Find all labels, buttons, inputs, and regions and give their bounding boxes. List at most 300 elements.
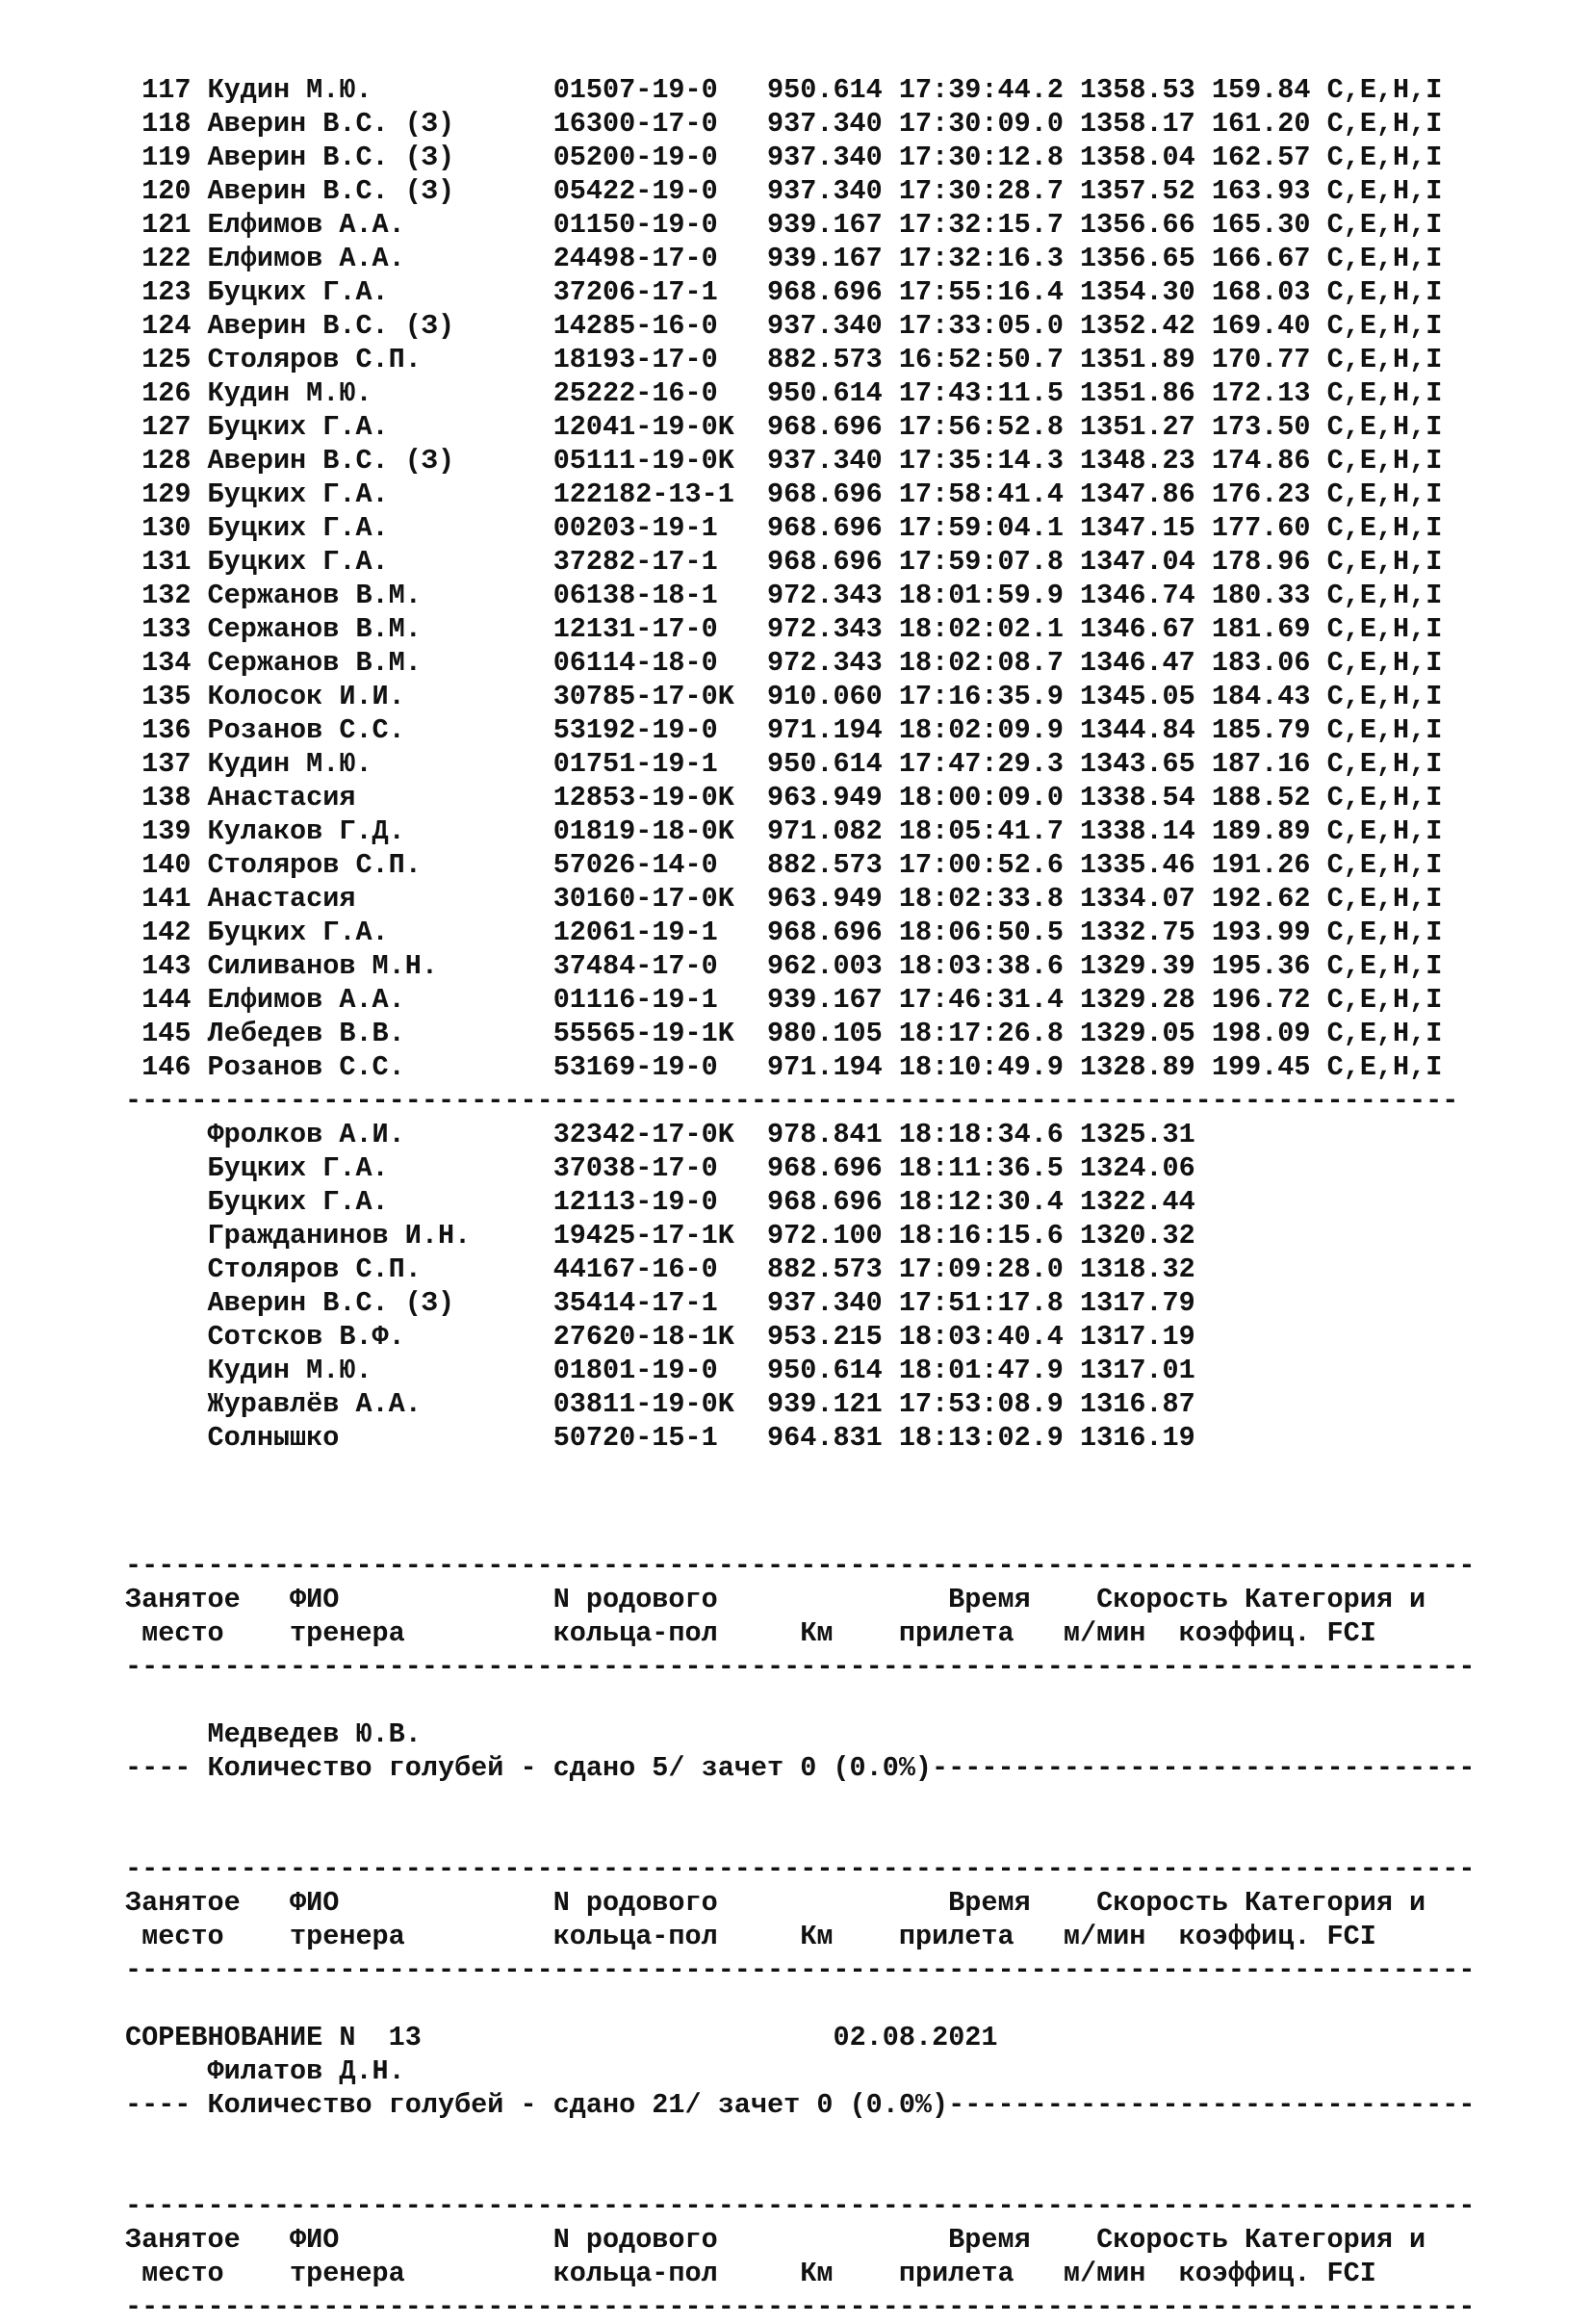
speed-cell: 1351.86 bbox=[1080, 377, 1195, 409]
header-time: прилета bbox=[898, 1617, 1064, 1649]
time-cell: 17:32:16.3 bbox=[898, 243, 1064, 274]
table-row bbox=[125, 613, 1442, 645]
header-trainer: ФИО bbox=[290, 1887, 553, 1919]
trainer-cell: Буцких Г.А. bbox=[207, 1186, 553, 1218]
place-cell: 117 bbox=[141, 74, 192, 106]
header-speed: м/мин bbox=[1063, 2258, 1179, 2289]
speed-cell: 1324.06 bbox=[1080, 1152, 1195, 1184]
category-cell: C,E,H,I bbox=[1326, 74, 1443, 106]
trainer-cell: Лебедев В.В. bbox=[207, 1018, 553, 1049]
speed-cell: 1332.75 bbox=[1080, 917, 1195, 948]
category-cell: C,E,H,I bbox=[1326, 344, 1443, 375]
category-cell: C,E,H,I bbox=[1326, 310, 1443, 342]
trainer-cell: Кудин М.Ю. bbox=[207, 748, 553, 780]
header-trainer: тренера bbox=[290, 1617, 553, 1649]
time-cell: 17:53:08.9 bbox=[898, 1388, 1064, 1420]
place-cell: 130 bbox=[141, 512, 192, 544]
table-row bbox=[125, 108, 1442, 140]
place-cell: 131 bbox=[141, 546, 192, 578]
divider: ---------------------------------------------------------------------------------- bbox=[125, 1651, 1476, 1683]
table-row bbox=[125, 243, 1442, 274]
coef-cell: 172.13 bbox=[1211, 377, 1311, 409]
place-cell: 127 bbox=[141, 411, 192, 443]
ring-cell: 55565-19-1K bbox=[552, 1018, 768, 1049]
time-cell: 17:00:52.6 bbox=[898, 849, 1064, 881]
header-place: Занятое bbox=[125, 2224, 291, 2256]
trainer-cell: Аверин В.С. (З) bbox=[207, 175, 553, 207]
header-km: Км bbox=[800, 1921, 899, 1952]
category-cell: C,E,H,I bbox=[1326, 512, 1443, 544]
coef-cell: 170.77 bbox=[1211, 344, 1311, 375]
ring-cell: 53192-19-0 bbox=[552, 714, 768, 746]
header-trainer: ФИО bbox=[290, 1584, 553, 1615]
table-row bbox=[125, 1287, 1195, 1319]
trainer-cell: Сержанов В.М. bbox=[207, 647, 553, 679]
table-row bbox=[125, 1388, 1195, 1420]
coef-cell: 193.99 bbox=[1211, 917, 1311, 948]
km-cell: 937.340 bbox=[767, 445, 883, 477]
speed-cell: 1335.46 bbox=[1080, 849, 1195, 881]
trainer-cell: Аверин В.С. (З) bbox=[207, 445, 553, 477]
speed-cell: 1316.87 bbox=[1080, 1388, 1195, 1420]
coef-cell: 176.23 bbox=[1211, 478, 1311, 510]
category-cell: C,E,H,I bbox=[1326, 546, 1443, 578]
ring-cell: 57026-14-0 bbox=[552, 849, 768, 881]
speed-cell: 1347.15 bbox=[1080, 512, 1195, 544]
speed-cell: 1347.86 bbox=[1080, 478, 1195, 510]
coef-cell: 166.67 bbox=[1211, 243, 1311, 274]
category-cell: C,E,H,I bbox=[1326, 377, 1443, 409]
header-category: коэффиц. FCI bbox=[1178, 2258, 1376, 2289]
trainer-name: Медведев Ю.В. bbox=[207, 1718, 422, 1750]
divider: ---------------------------------------------------------------------------------- bbox=[125, 2190, 1476, 2222]
speed-cell: 1338.54 bbox=[1080, 782, 1195, 813]
coef-cell: 189.89 bbox=[1211, 815, 1311, 847]
km-cell: 950.614 bbox=[767, 1355, 883, 1386]
speed-cell: 1354.30 bbox=[1080, 276, 1195, 308]
place-cell: 126 bbox=[141, 377, 192, 409]
trainer-cell: Солнышко bbox=[207, 1422, 553, 1454]
speed-cell: 1317.79 bbox=[1080, 1287, 1195, 1319]
time-cell: 18:11:36.5 bbox=[898, 1152, 1064, 1184]
trainer-cell: Буцких Г.А. bbox=[207, 512, 553, 544]
table-header bbox=[125, 1887, 1425, 1919]
place-cell: 132 bbox=[141, 580, 192, 611]
km-cell: 963.949 bbox=[767, 883, 883, 915]
ring-cell: 16300-17-0 bbox=[552, 108, 768, 140]
table-row bbox=[125, 175, 1442, 207]
km-cell: 950.614 bbox=[767, 74, 883, 106]
ring-cell: 19425-17-1K bbox=[552, 1220, 768, 1252]
ring-cell: 18193-17-0 bbox=[552, 344, 768, 375]
table-row bbox=[125, 1253, 1195, 1285]
trainer-cell: Сержанов В.М. bbox=[207, 580, 553, 611]
km-cell: 971.194 bbox=[767, 1051, 883, 1083]
ring-cell: 27620-18-1K bbox=[552, 1321, 768, 1353]
trainer-cell: Кудин М.Ю. bbox=[207, 1355, 553, 1386]
coef-cell: 192.62 bbox=[1211, 883, 1311, 915]
ring-cell: 05200-19-0 bbox=[552, 142, 768, 173]
time-cell: 18:10:49.9 bbox=[898, 1051, 1064, 1083]
speed-cell: 1356.66 bbox=[1080, 209, 1195, 241]
km-cell: 939.121 bbox=[767, 1388, 883, 1420]
coef-cell: 169.40 bbox=[1211, 310, 1311, 342]
ring-cell: 24498-17-0 bbox=[552, 243, 768, 274]
coef-cell: 195.36 bbox=[1211, 950, 1311, 982]
km-cell: 953.215 bbox=[767, 1321, 883, 1353]
coef-cell: 191.26 bbox=[1211, 849, 1311, 881]
trainer-cell: Розанов С.С. bbox=[207, 1051, 553, 1083]
table-row bbox=[125, 1018, 1442, 1049]
header-place: Занятое bbox=[125, 1584, 291, 1615]
time-cell: 17:35:14.3 bbox=[898, 445, 1064, 477]
km-cell: 937.340 bbox=[767, 175, 883, 207]
category-cell: C,E,H,I bbox=[1326, 815, 1443, 847]
coef-cell: 188.52 bbox=[1211, 782, 1311, 813]
speed-cell: 1338.14 bbox=[1080, 815, 1195, 847]
ring-cell: 01116-19-1 bbox=[552, 984, 768, 1016]
table-header bbox=[125, 1921, 1376, 1952]
coef-cell: 177.60 bbox=[1211, 512, 1311, 544]
category-cell: C,E,H,I bbox=[1326, 917, 1443, 948]
speed-cell: 1320.32 bbox=[1080, 1220, 1195, 1252]
coef-cell: 185.79 bbox=[1211, 714, 1311, 746]
time-cell: 18:03:38.6 bbox=[898, 950, 1064, 982]
summary-line: ---- Количество голубей - сдано 5/ зачет 0 (0.0%)--------------------------------- bbox=[125, 1752, 1476, 1784]
header-place: Занятое bbox=[125, 1887, 291, 1919]
coef-cell: 173.50 bbox=[1211, 411, 1311, 443]
speed-cell: 1352.42 bbox=[1080, 310, 1195, 342]
place-cell: 139 bbox=[141, 815, 192, 847]
trainer-cell: Розанов С.С. bbox=[207, 714, 553, 746]
table-row bbox=[125, 512, 1442, 544]
ring-cell: 12061-19-1 bbox=[552, 917, 768, 948]
header-ring: N родового bbox=[552, 1887, 949, 1919]
table-row bbox=[125, 1119, 1195, 1150]
place-cell: 138 bbox=[141, 782, 192, 813]
km-cell: 972.343 bbox=[767, 613, 883, 645]
table-row bbox=[125, 782, 1442, 813]
time-cell: 18:17:26.8 bbox=[898, 1018, 1064, 1049]
header-ring: кольца-пол bbox=[552, 2258, 801, 2289]
ring-cell: 03811-19-0K bbox=[552, 1388, 768, 1420]
table-row bbox=[125, 883, 1442, 915]
time-cell: 18:16:15.6 bbox=[898, 1220, 1064, 1252]
trainer-cell: Столяров С.П. bbox=[207, 849, 553, 881]
trainer-cell: Столяров С.П. bbox=[207, 1253, 553, 1285]
ring-cell: 32342-17-0K bbox=[552, 1119, 768, 1150]
speed-cell: 1329.28 bbox=[1080, 984, 1195, 1016]
trainer-cell: Анастасия bbox=[207, 883, 553, 915]
category-cell: C,E,H,I bbox=[1326, 714, 1443, 746]
trainer-line bbox=[125, 2055, 405, 2087]
time-cell: 18:01:47.9 bbox=[898, 1355, 1064, 1386]
coef-cell: 181.69 bbox=[1211, 613, 1311, 645]
category-cell: C,E,H,I bbox=[1326, 108, 1443, 140]
pigeon-count: Количество голубей - сдано 5/ зачет 0 (0.0%) bbox=[207, 1752, 933, 1784]
km-cell: 968.696 bbox=[767, 512, 883, 544]
header-time: прилета bbox=[898, 2258, 1064, 2289]
ring-cell: 01507-19-0 bbox=[552, 74, 768, 106]
trainer-cell: Кудин М.Ю. bbox=[207, 377, 553, 409]
place-cell: 142 bbox=[141, 917, 192, 948]
category-cell: C,E,H,I bbox=[1326, 1018, 1443, 1049]
category-cell: C,E,H,I bbox=[1326, 209, 1443, 241]
speed-cell: 1325.31 bbox=[1080, 1119, 1195, 1150]
header-place: место bbox=[125, 1617, 291, 1649]
km-cell: 937.340 bbox=[767, 1287, 883, 1319]
time-cell: 17:30:12.8 bbox=[898, 142, 1064, 173]
competition-number: 13 bbox=[388, 2022, 422, 2053]
trainer-cell: Буцких Г.А. bbox=[207, 411, 553, 443]
header-km: Км bbox=[800, 1617, 899, 1649]
trainer-cell: Журавлёв А.А. bbox=[207, 1388, 553, 1420]
coef-cell: 165.30 bbox=[1211, 209, 1311, 241]
time-cell: 18:06:50.5 bbox=[898, 917, 1064, 948]
category-cell: C,E,H,I bbox=[1326, 243, 1443, 274]
category-cell: C,E,H,I bbox=[1326, 647, 1443, 679]
km-cell: 950.614 bbox=[767, 377, 883, 409]
header-speed: м/мин bbox=[1063, 1617, 1179, 1649]
speed-cell: 1348.23 bbox=[1080, 445, 1195, 477]
time-cell: 18:02:33.8 bbox=[898, 883, 1064, 915]
time-cell: 17:59:07.8 bbox=[898, 546, 1064, 578]
km-cell: 950.614 bbox=[767, 748, 883, 780]
trainer-cell: Елфимов А.А. bbox=[207, 984, 553, 1016]
table-row bbox=[125, 276, 1442, 308]
trainer-cell: Столяров С.П. bbox=[207, 344, 553, 375]
time-cell: 17:43:11.5 bbox=[898, 377, 1064, 409]
place-cell: 122 bbox=[141, 243, 192, 274]
category-cell: C,E,H,I bbox=[1326, 681, 1443, 712]
table-row bbox=[125, 344, 1442, 375]
table-row bbox=[125, 142, 1442, 173]
divider: ---------------------------------------------------------------------------------- bbox=[125, 1550, 1476, 1582]
km-cell: 972.100 bbox=[767, 1220, 883, 1252]
table-row bbox=[125, 478, 1442, 510]
time-cell: 17:55:16.4 bbox=[898, 276, 1064, 308]
category-cell: C,E,H,I bbox=[1326, 478, 1443, 510]
ring-cell: 44167-16-0 bbox=[552, 1253, 768, 1285]
table-header bbox=[125, 2258, 1376, 2289]
table-row bbox=[125, 580, 1442, 611]
time-cell: 18:13:02.9 bbox=[898, 1422, 1064, 1454]
time-cell: 18:05:41.7 bbox=[898, 815, 1064, 847]
time-cell: 18:02:08.7 bbox=[898, 647, 1064, 679]
speed-cell: 1347.04 bbox=[1080, 546, 1195, 578]
trainer-cell: Силиванов М.Н. bbox=[207, 950, 553, 982]
table-row bbox=[125, 984, 1442, 1016]
time-cell: 18:01:59.9 bbox=[898, 580, 1064, 611]
header-category: Категория и bbox=[1245, 2224, 1426, 2256]
coef-cell: 163.93 bbox=[1211, 175, 1311, 207]
table-row bbox=[125, 310, 1442, 342]
time-cell: 17:39:44.2 bbox=[898, 74, 1064, 106]
speed-cell: 1346.74 bbox=[1080, 580, 1195, 611]
ring-cell: 30785-17-0K bbox=[552, 681, 768, 712]
km-cell: 937.340 bbox=[767, 108, 883, 140]
table-header bbox=[125, 1617, 1376, 1649]
trainer-cell: Кулаков Г.Д. bbox=[207, 815, 553, 847]
km-cell: 968.696 bbox=[767, 1186, 883, 1218]
place-cell: 140 bbox=[141, 849, 192, 881]
speed-cell: 1344.84 bbox=[1080, 714, 1195, 746]
coef-cell: 174.86 bbox=[1211, 445, 1311, 477]
table-row bbox=[125, 647, 1442, 679]
time-cell: 18:12:30.4 bbox=[898, 1186, 1064, 1218]
km-cell: 939.167 bbox=[767, 984, 883, 1016]
speed-cell: 1358.04 bbox=[1080, 142, 1195, 173]
km-cell: 882.573 bbox=[767, 849, 883, 881]
ring-cell: 30160-17-0K bbox=[552, 883, 768, 915]
divider: ---------------------------------------------------------------------------------- bbox=[125, 1954, 1476, 1986]
table-row bbox=[125, 1355, 1195, 1386]
ring-cell: 122182-13-1 bbox=[552, 478, 768, 510]
header-category: коэффиц. FCI bbox=[1178, 1617, 1376, 1649]
coef-cell: 199.45 bbox=[1211, 1051, 1311, 1083]
km-cell: 962.003 bbox=[767, 950, 883, 982]
ring-cell: 01819-18-0K bbox=[552, 815, 768, 847]
header-ring: кольца-пол bbox=[552, 1921, 801, 1952]
category-cell: C,E,H,I bbox=[1326, 175, 1443, 207]
coef-cell: 198.09 bbox=[1211, 1018, 1311, 1049]
time-cell: 17:59:04.1 bbox=[898, 512, 1064, 544]
table-row bbox=[125, 1220, 1195, 1252]
time-cell: 17:56:52.8 bbox=[898, 411, 1064, 443]
time-cell: 17:30:09.0 bbox=[898, 108, 1064, 140]
km-cell: 968.696 bbox=[767, 546, 883, 578]
ring-cell: 00203-19-1 bbox=[552, 512, 768, 544]
speed-cell: 1329.39 bbox=[1080, 950, 1195, 982]
km-cell: 968.696 bbox=[767, 478, 883, 510]
category-cell: C,E,H,I bbox=[1326, 782, 1443, 813]
trainer-cell: Буцких Г.А. bbox=[207, 478, 553, 510]
km-cell: 882.573 bbox=[767, 1253, 883, 1285]
table-row bbox=[125, 748, 1442, 780]
trainer-cell: Фролков А.И. bbox=[207, 1119, 553, 1150]
header-time: Время bbox=[948, 1887, 1097, 1919]
ring-cell: 37282-17-1 bbox=[552, 546, 768, 578]
table-row bbox=[125, 1186, 1195, 1218]
category-cell: C,E,H,I bbox=[1326, 142, 1443, 173]
category-cell: C,E,H,I bbox=[1326, 1051, 1443, 1083]
speed-cell: 1329.05 bbox=[1080, 1018, 1195, 1049]
category-cell: C,E,H,I bbox=[1326, 849, 1443, 881]
speed-cell: 1328.89 bbox=[1080, 1051, 1195, 1083]
speed-cell: 1356.65 bbox=[1080, 243, 1195, 274]
km-cell: 910.060 bbox=[767, 681, 883, 712]
ring-cell: 37038-17-0 bbox=[552, 1152, 768, 1184]
place-cell: 135 bbox=[141, 681, 192, 712]
km-cell: 980.105 bbox=[767, 1018, 883, 1049]
header-category: Категория и bbox=[1245, 1584, 1426, 1615]
table-row bbox=[125, 1422, 1195, 1454]
header-time: Время bbox=[948, 2224, 1097, 2256]
speed-cell: 1351.89 bbox=[1080, 344, 1195, 375]
time-cell: 18:02:02.1 bbox=[898, 613, 1064, 645]
speed-cell: 1317.19 bbox=[1080, 1321, 1195, 1353]
header-place: место bbox=[125, 2258, 291, 2289]
time-cell: 17:46:31.4 bbox=[898, 984, 1064, 1016]
table-row bbox=[125, 849, 1442, 881]
coef-cell: 162.57 bbox=[1211, 142, 1311, 173]
ring-cell: 01751-19-1 bbox=[552, 748, 768, 780]
km-cell: 937.340 bbox=[767, 142, 883, 173]
speed-cell: 1345.05 bbox=[1080, 681, 1195, 712]
header-trainer: тренера bbox=[290, 2258, 553, 2289]
table-row bbox=[125, 714, 1442, 746]
trainer-cell: Аверин В.С. (З) bbox=[207, 142, 553, 173]
ring-cell: 05422-19-0 bbox=[552, 175, 768, 207]
header-speed: м/мин bbox=[1063, 1921, 1179, 1952]
ring-cell: 05111-19-0K bbox=[552, 445, 768, 477]
km-cell: 939.167 bbox=[767, 209, 883, 241]
ring-cell: 14285-16-0 bbox=[552, 310, 768, 342]
header-ring: N родового bbox=[552, 1584, 949, 1615]
time-cell: 18:18:34.6 bbox=[898, 1119, 1064, 1150]
ring-cell: 12131-17-0 bbox=[552, 613, 768, 645]
category-cell: C,E,H,I bbox=[1326, 748, 1443, 780]
place-cell: 128 bbox=[141, 445, 192, 477]
ring-cell: 37484-17-0 bbox=[552, 950, 768, 982]
sections-block bbox=[125, 1549, 1475, 2324]
place-cell: 118 bbox=[141, 108, 192, 140]
coef-cell: 180.33 bbox=[1211, 580, 1311, 611]
table-row bbox=[125, 681, 1442, 712]
time-cell: 17:32:15.7 bbox=[898, 209, 1064, 241]
table-row bbox=[125, 411, 1442, 443]
place-cell: 145 bbox=[141, 1018, 192, 1049]
trainer-cell: Аверин В.С. (З) bbox=[207, 310, 553, 342]
trainer-cell: Елфимов А.А. bbox=[207, 209, 553, 241]
table-row bbox=[125, 1051, 1442, 1083]
header-ring: N родового bbox=[552, 2224, 949, 2256]
header-speed: Скорость bbox=[1096, 1584, 1245, 1615]
speed-cell: 1351.27 bbox=[1080, 411, 1195, 443]
divider: --------------------------------------------------------------------------------- bbox=[125, 1085, 1459, 1117]
time-cell: 17:09:28.0 bbox=[898, 1253, 1064, 1285]
trainer-cell: Сержанов В.М. bbox=[207, 613, 553, 645]
ring-cell: 53169-19-0 bbox=[552, 1051, 768, 1083]
coef-cell: 159.84 bbox=[1211, 74, 1311, 106]
ring-cell: 25222-16-0 bbox=[552, 377, 768, 409]
table-row bbox=[125, 209, 1442, 241]
speed-cell: 1358.53 bbox=[1080, 74, 1195, 106]
divider: ---------------------------------------------------------------------------------- bbox=[125, 2291, 1476, 2323]
time-cell: 18:02:09.9 bbox=[898, 714, 1064, 746]
trainer-cell: Буцких Г.А. bbox=[207, 276, 553, 308]
table-header bbox=[125, 2224, 1425, 2256]
table-header bbox=[125, 1584, 1425, 1615]
km-cell: 968.696 bbox=[767, 411, 883, 443]
speed-cell: 1317.01 bbox=[1080, 1355, 1195, 1386]
category-cell: C,E,H,I bbox=[1326, 950, 1443, 982]
coef-cell: 168.03 bbox=[1211, 276, 1311, 308]
km-cell: 972.343 bbox=[767, 580, 883, 611]
header-time: прилета bbox=[898, 1921, 1064, 1952]
table-row bbox=[125, 445, 1442, 477]
place-cell: 125 bbox=[141, 344, 192, 375]
coef-cell: 184.43 bbox=[1211, 681, 1311, 712]
table-row bbox=[125, 546, 1442, 578]
ring-cell: 06138-18-1 bbox=[552, 580, 768, 611]
header-trainer: ФИО bbox=[290, 2224, 553, 2256]
header-ring: кольца-пол bbox=[552, 1617, 801, 1649]
coef-cell: 196.72 bbox=[1211, 984, 1311, 1016]
time-cell: 17:33:05.0 bbox=[898, 310, 1064, 342]
place-cell: 121 bbox=[141, 209, 192, 241]
category-cell: C,E,H,I bbox=[1326, 411, 1443, 443]
